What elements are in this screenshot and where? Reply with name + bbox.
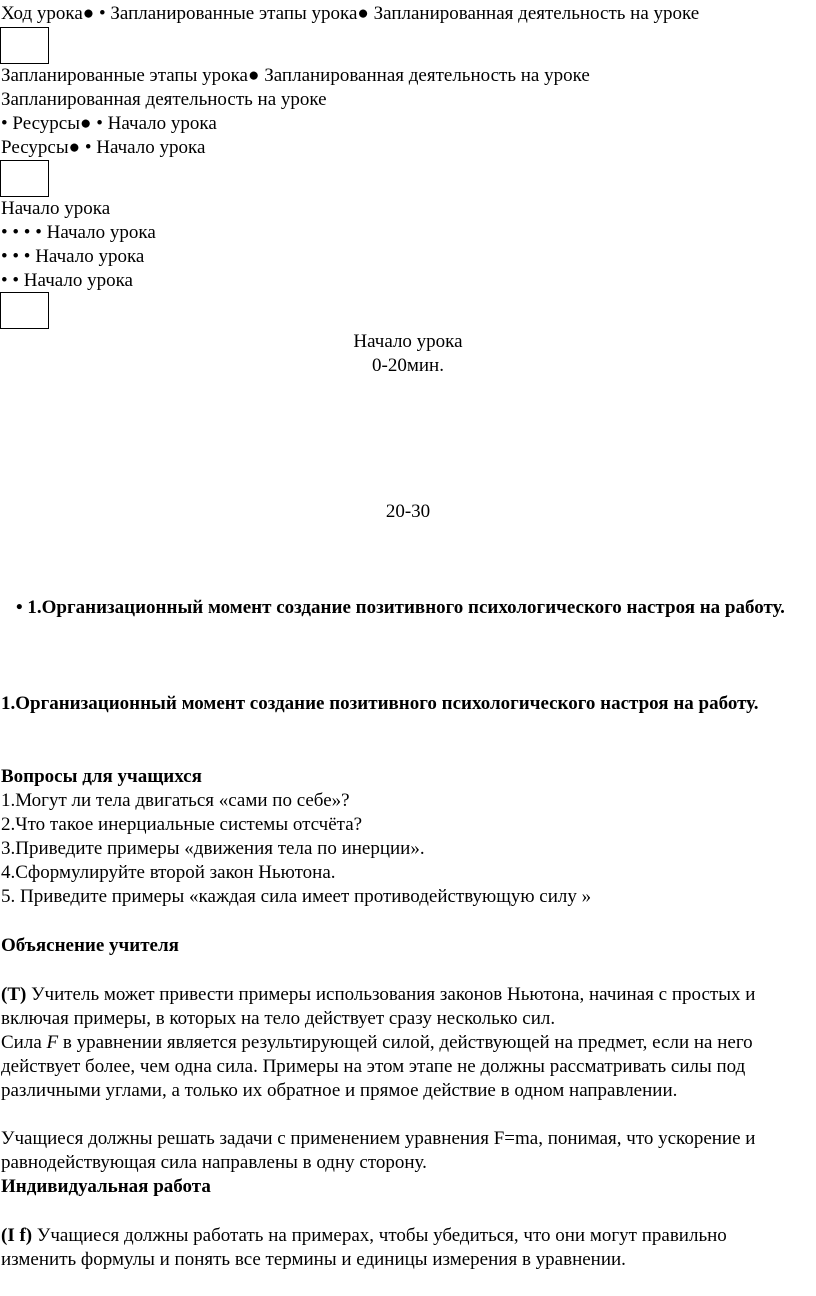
stage-time: 0-20мин.: [372, 355, 444, 376]
explanation-paragraph-2: Сила F в уравнении является результирующей силой, действующей на предмет, если на него действует более, чем одна сила. Примеры на этом этапе не должны рассматривать силы под различными углами, а только их обратное и прямое действие в одном направлении.: [1, 1032, 753, 1101]
question-item: 3.Приведите примеры «движения тела по инерции».: [1, 838, 425, 859]
explanation-paragraph-1: (Т) Учитель может привести примеры использования законов Ньютона, начиная с простых и включая примеры, в которых на тело действует сразу несколько сил.: [1, 984, 756, 1029]
nav-row-7: • • • • Начало урока: [1, 222, 156, 243]
individual-title: Индивидуальная работа: [1, 1176, 211, 1197]
questions-title: Вопросы для учащихся: [1, 766, 202, 787]
nav-row-1: Ход урока● • Запланированные этапы урока● Запланированная деятельность на уроке: [1, 3, 700, 24]
section-heading: 1.Организационный момент создание позитивного психологического настроя на работу.: [1, 693, 759, 714]
bullet-heading: • 1.Организационный момент создание позитивного психологического настроя на работу.: [16, 597, 785, 618]
nav-row-4: • Ресурсы● • Начало урока: [1, 113, 217, 134]
explanation-paragraph-3: Учащиеся должны решать задачи с применением уравнения F=ma, понимая, что ускорение и равнодействующая сила направлены в одну сторону.: [1, 1128, 756, 1173]
stage-time-2: 20-30: [385, 501, 431, 522]
question-item: 2.Что такое инерциальные системы отсчёта?: [1, 814, 363, 835]
question-item: 4.Сформулируйте второй закон Ньютона.: [1, 862, 336, 883]
question-item: 1.Могут ли тела двигаться «сами по себе»?: [1, 790, 350, 811]
stage-title: Начало урока: [353, 331, 463, 352]
explanation-title: Объяснение учителя: [1, 935, 179, 956]
empty-cell-box: [0, 292, 49, 329]
nav-row-9: • • Начало урока: [1, 270, 133, 291]
nav-row-6: Начало урока: [1, 198, 111, 219]
nav-row-5: Ресурсы● • Начало урока: [1, 137, 206, 158]
empty-cell-box: [0, 27, 49, 64]
nav-row-2: Запланированные этапы урока● Запланированная деятельность на уроке: [1, 65, 590, 86]
individual-paragraph: (I f) Учащиеся должны работать на примерах, чтобы убедиться, что они могут правильно изменить формулы и понять все термины и единицы измерения в уравнении.: [1, 1225, 727, 1270]
question-item: 5. Приведите примеры «каждая сила имеет противодействующую силу »: [1, 886, 592, 907]
empty-cell-box: [0, 160, 49, 197]
nav-row-3: Запланированная деятельность на уроке: [1, 89, 327, 110]
nav-row-8: • • • Начало урока: [1, 246, 145, 267]
